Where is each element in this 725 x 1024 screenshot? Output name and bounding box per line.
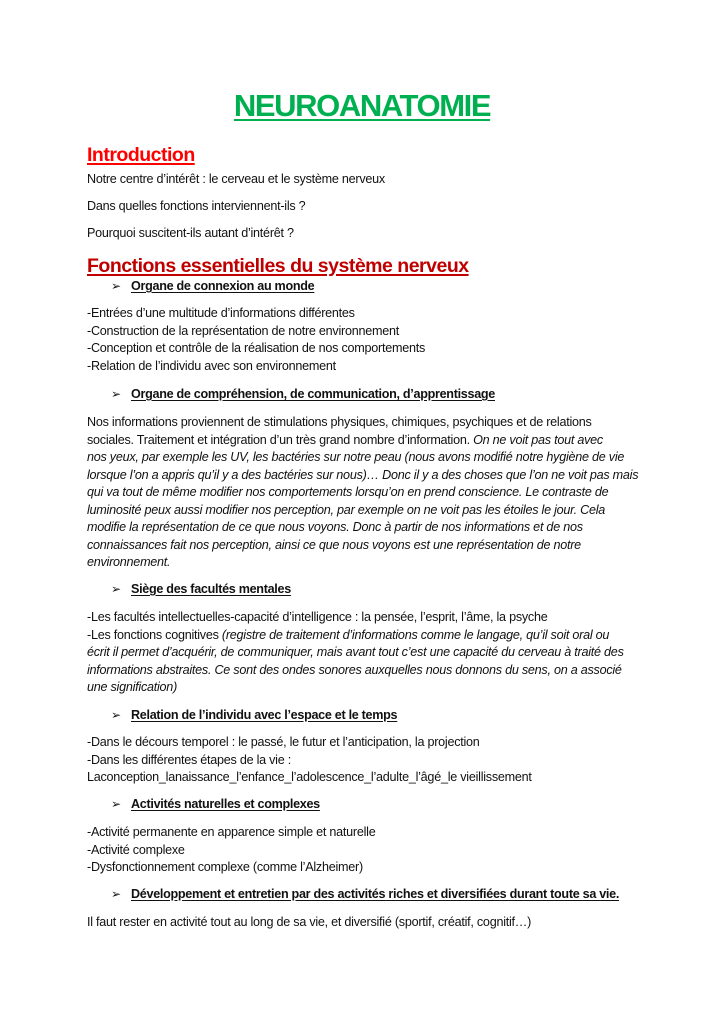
document-title: NEUROANATOMIE <box>233 88 491 123</box>
introduction-heading: Introduction <box>87 144 195 166</box>
arrowhead-bullet-icon: ➢ <box>111 708 121 722</box>
paragraph-line: lorsque l’on a appris qu’il y a des bactéries sur nous)… Donc il y a des choses que l’on ne voit pas mais <box>87 467 639 482</box>
subsection-label: Organe de connexion au monde <box>131 279 315 293</box>
subsection-label: Siège des facultés mentales <box>131 582 291 596</box>
paragraph-line: écrit il permet d’acquérir, de communiquer, mais avant tout c’est une capacité du cerveau à traité des <box>87 645 624 659</box>
subsection-label: Organe de compréhension, de communication, d’apprentissage <box>131 387 495 401</box>
subsection-heading-activites <box>111 796 320 814</box>
list-item: -Activité complexe <box>87 842 185 857</box>
list-item: -Activité permanente en apparence simple et naturelle <box>87 825 376 839</box>
fonctions-heading: Fonctions essentielles du système nerveux <box>87 255 469 277</box>
arrowhead-bullet-icon: ➢ <box>111 387 121 401</box>
paragraph-line: connaissances fait nos perception, ainsi ce que nous voyons est une représentation de notre <box>87 537 581 552</box>
list-item: -Construction de la représentation de notre environnement <box>87 323 399 338</box>
list-item: Laconception_lanaissance_l’enfance_l’adolescence_l’adulte_l’âgé_le vieillissement <box>87 770 532 784</box>
intro-line: Dans quelles fonctions interviennent-ils ? <box>87 199 306 213</box>
paragraph-italic-text: On ne voit pas tout avec <box>473 432 603 447</box>
subsection-heading-espace-temps <box>111 707 397 725</box>
arrowhead-bullet-icon: ➢ <box>111 797 121 811</box>
subsection-body-facultes <box>87 609 647 697</box>
paragraph-line: nos yeux, par exemple les UV, les bactéries sur notre peau (nous avons modifié notre hygiène de vie <box>87 450 625 464</box>
arrowhead-bullet-icon: ➢ <box>111 887 121 901</box>
subsection-heading-connexion <box>111 278 314 296</box>
list-item: -Entrées d’une multitude d’informations différentes <box>87 306 355 320</box>
paragraph-line: Nos informations proviennent de stimulations physiques, chimiques, psychiques et de relations <box>87 415 592 429</box>
list-item: -Dysfonctionnement complexe (comme l’Alzheimer) <box>87 860 363 874</box>
subsection-body-activites <box>87 824 647 877</box>
arrowhead-bullet-icon: ➢ <box>111 279 121 293</box>
paragraph-line: modifie la représentation de ce que nous voyons. Donc à partir de nos informations et de nos <box>87 520 583 534</box>
subsection-heading-developpement <box>111 886 619 904</box>
list-item <box>87 627 647 645</box>
paragraph-line: environnement. <box>87 555 171 569</box>
paragraph-line: une signification) <box>87 680 178 694</box>
subsection-body-developpement <box>87 914 647 932</box>
intro-line: Notre centre d’intérêt : le cerveau et le système nerveux <box>87 172 385 186</box>
paragraph-line: qui va tout de même modifier nos comportements lorsqu’on en prend conscience. Le contraste de <box>87 485 609 499</box>
paragraph-line: informations abstraites. Ce sont des ondes sonores auxquelles nous donnons du sens, on a associé <box>87 662 622 677</box>
list-item: -Conception et contrôle de la réalisation de nos comportements <box>87 341 426 355</box>
list-item: -Dans le décours temporel : le passé, le futur et l’anticipation, la projection <box>87 735 480 749</box>
subsection-body-comprehension <box>87 414 647 572</box>
subsection-heading-facultes <box>111 581 291 599</box>
list-item: -Les facultés intellectuelles-capacité d’intelligence : la pensée, l’esprit, l’âme, la psyche <box>87 610 548 624</box>
paragraph-line <box>87 432 647 450</box>
list-item-italic-text: (registre de traitement d’informations comme le langage, qu’il soit oral ou <box>221 627 610 642</box>
list-item: -Dans les différentes étapes de la vie : <box>87 752 291 767</box>
subsection-label: Développement et entretien par des activités riches et diversifiées durant toute sa vie. <box>131 887 620 901</box>
subsection-label: Activités naturelles et complexes <box>131 797 320 811</box>
list-item: -Relation de l’individu avec son environnement <box>87 358 336 373</box>
list-item-text: -Les fonctions cognitives <box>87 627 222 642</box>
paragraph-line: Il faut rester en activité tout au long de sa vie, et diversifié (sportif, créatif, cognitif…) <box>87 915 532 929</box>
intro-line: Pourquoi suscitent-ils autant d’intérêt ? <box>87 226 294 240</box>
subsection-body-connexion <box>87 305 647 375</box>
arrowhead-bullet-icon: ➢ <box>111 582 121 596</box>
subsection-body-espace-temps <box>87 734 647 787</box>
subsection-label: Relation de l’individu avec l’espace et le temps <box>131 708 398 722</box>
paragraph-line: luminosité peux aussi modifier nos perception, par exemple on ne voit pas les étoiles le jour. Cela <box>87 502 606 517</box>
paragraph-text: sociales. Traitement et intégration d’un très grand nombre d’information. <box>87 432 474 447</box>
subsection-heading-comprehension <box>111 386 495 404</box>
